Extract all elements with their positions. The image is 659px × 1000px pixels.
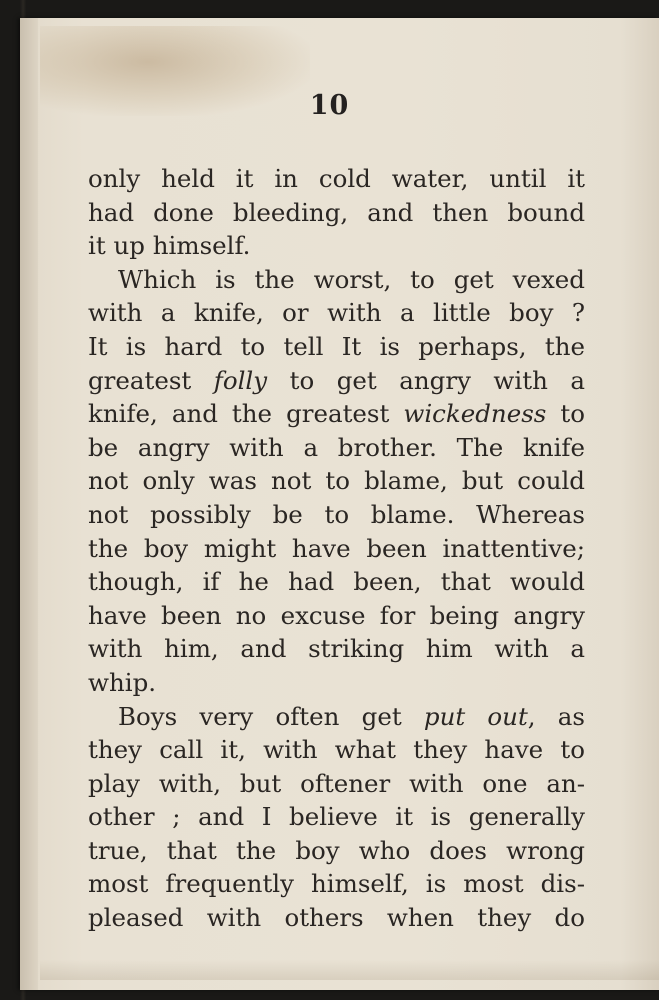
text-fragment: greatest [88, 365, 214, 395]
text-line: it up himself. [88, 231, 251, 261]
text-fragment: to get angry with a [267, 365, 585, 395]
text-fragment: , as [527, 701, 585, 731]
page-number: 10 [309, 90, 350, 121]
text-line: It is hard to tell It is perhaps, the [88, 331, 585, 361]
text-line: only held it in cold water, until it [88, 164, 585, 193]
italic-word: folly [213, 365, 268, 395]
text-line: most frequently himself, is most dis- [88, 869, 585, 899]
text-fragment: knife, and the greatest [88, 399, 404, 429]
text-line: with a knife, or with a little boy ? [88, 298, 585, 328]
text-line: whip. [88, 667, 157, 697]
text-line: true, that the boy who does wrong [88, 835, 585, 865]
text-line: be angry with a brother. The knife [88, 432, 585, 462]
text-fragment: to [546, 399, 585, 429]
italic-word: wickedness [403, 399, 547, 429]
text-line: though, if he had been, that would [88, 567, 585, 597]
text-fragment: Boys very often get [118, 701, 424, 731]
page-shadow [40, 960, 659, 980]
text-line: have been no excuse for being angry [88, 600, 585, 630]
text-line [88, 364, 585, 398]
text-line [88, 700, 585, 734]
text-line: with him, and striking him with a [88, 634, 585, 664]
text-line: had done bleeding, and then bound [88, 197, 585, 227]
text-line: Which is the worst, to get vexed [118, 264, 585, 294]
text-line: not only was not to blame, but could [88, 466, 585, 496]
body-text [88, 162, 585, 935]
text-line: play with, but oftener with one an- [88, 768, 585, 798]
italic-word: put out [423, 701, 528, 731]
text-line: not possibly be to blame. Whereas [88, 499, 585, 529]
text-line: pleased with others when they do [88, 903, 585, 933]
text-line: other ; and I believe it is generally [88, 802, 585, 832]
text-line: the boy might have been inattentive; [88, 533, 585, 563]
text-line: they call it, with what they have to [88, 735, 585, 765]
text-line [88, 397, 585, 431]
